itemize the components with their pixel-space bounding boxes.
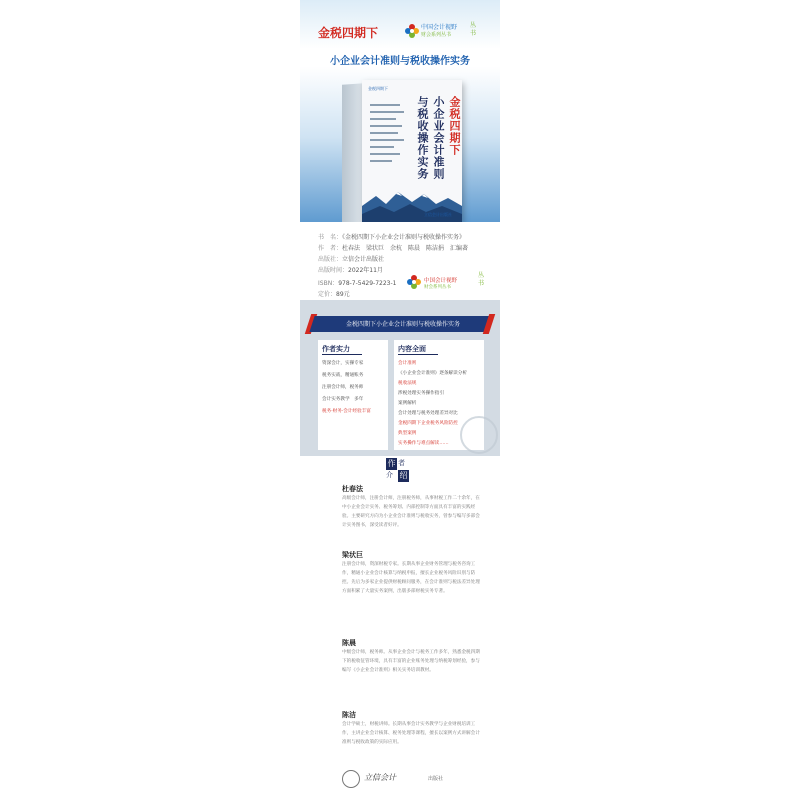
list-item: 《小企业会计准则》逐条解读分析 <box>398 371 467 376</box>
author-bio: 中级会计师，税务师。从事企业会计与税务工作多年，熟悉金税四期下的税收征管环境，具有丰富的企业账务处理与纳税筹划经验，参与编写《小企业会计准则》相关实务培训教材。 <box>342 650 480 673</box>
author-bio: 会计学硕士，财税讲师。长期从事会计实务教学与企业财税培训工作，主讲企业会计核算、税务处理等课程，擅长以案例方式讲解会计准则与税收政策的实际应用。 <box>342 722 480 745</box>
publisher-logo-sub: 出版社 <box>428 776 444 782</box>
content-title: 金税四期下小企业会计准则与税收操作实务 <box>345 321 460 328</box>
info-logo-line2: 财会系列丛书 <box>424 285 451 290</box>
list-item: 会计准则 <box>398 361 417 366</box>
list-item: 会计实务教学 多年 <box>322 397 364 402</box>
list-item: 税务实战，精通账务 <box>322 373 364 378</box>
book-cover-tag: 金税四期下 <box>368 86 388 91</box>
book-info <box>300 222 500 300</box>
list-item: 典型案例 <box>398 431 417 436</box>
badge-char: 介 <box>386 471 393 479</box>
publisher-logo-text: 立信会计 <box>364 773 396 782</box>
author-strength-card <box>318 340 388 450</box>
author-bio: 注册会计师，资深财税专家。长期从事企业财务管理与税务咨询工作，精通小企业会计核算与纳税申报，擅长企业税务风险识别与防控。先后为多家企业提供财税顾问服务，在会计准则与税法差异处理方面积累了大量实务案例，出版多部财税实务专著。 <box>342 562 480 594</box>
author-name: 陈洁 <box>342 711 356 719</box>
info-row-price: 定价：89元 <box>318 291 350 298</box>
badge-char: 作 <box>387 459 396 468</box>
list-item: 税收法规 <box>398 381 417 386</box>
list-item: 案例解析 <box>398 401 417 406</box>
book-banner <box>300 0 500 222</box>
publisher-seal-icon <box>342 770 360 788</box>
info-series-logo <box>406 272 490 296</box>
author-name: 陈晨 <box>342 639 356 647</box>
author-name: 杜春法 <box>342 485 363 493</box>
content-scope-heading: 内容全面 <box>398 345 426 353</box>
book-cover-lines <box>370 104 406 167</box>
flower-icon <box>404 23 420 39</box>
series-logo-line2: 财会系列丛书 <box>421 32 452 38</box>
author-introduction <box>300 456 500 800</box>
info-logo-side: 丛书 <box>478 272 485 287</box>
book-cover-publisher: 立信会计出版社 <box>424 212 452 217</box>
book-cover <box>362 80 462 222</box>
series-logo <box>404 20 468 46</box>
list-item: 注册会计师，税务师 <box>322 385 364 390</box>
list-item: 资深会计，实操专家 <box>322 361 364 366</box>
book-spine <box>342 83 364 225</box>
divider <box>398 354 438 355</box>
info-row-publisher: 出版社：立信会计出版社 <box>318 256 385 263</box>
author-strength-heading: 作者实力 <box>322 345 350 353</box>
info-row-date: 出版时间：2022年11月 <box>318 267 383 274</box>
divider <box>322 354 362 355</box>
watermark-seal <box>460 416 498 454</box>
list-item: 涉税处理实务操作指引 <box>398 391 444 396</box>
author-bio: 高级会计师，注册会计师，注册税务师，从事财税工作二十余年，在中小企业会计实务、税务筹划、内部控制等方面具有丰富的实践经验。主要研究方向为小企业会计准则与税收实务，曾参与编写多部会计实务图书，深受读者好评。 <box>342 496 480 528</box>
info-row-isbn: ISBN：978-7-5429-7223-1 <box>318 280 397 287</box>
product-detail-strip <box>300 0 500 800</box>
book-cover-title-2: 小企业会计准则 <box>432 96 445 180</box>
flower-icon <box>406 274 422 290</box>
badge-char: 绍 <box>399 471 408 480</box>
list-item: 会计处理与税务处理差异对比 <box>398 411 458 416</box>
brand-title: 金税四期下 <box>318 26 379 40</box>
list-item: 金税四期下企业税务风险防控 <box>398 421 458 426</box>
author-intro-badge <box>386 458 410 482</box>
author-name: 梁状巨 <box>342 551 363 559</box>
info-row-title: 书 名：《金税四期下小企业会计准则与税收操作实务》 <box>318 234 466 241</box>
info-logo-line1: 中国会计视野 <box>424 278 458 284</box>
list-item: 实务操作与难点解读…… <box>398 441 449 446</box>
series-logo-line1: 中国会计视野 <box>421 24 458 31</box>
badge-char: 者 <box>398 459 405 467</box>
publisher-logo <box>342 768 462 790</box>
info-row-author: 作 者：杜春法 梁状巨 余杭 陈晨 陈洁捐 汇编著 <box>318 245 469 252</box>
book-subtitle: 小企业会计准则与税收操作实务 <box>330 56 470 67</box>
book-cover-title-1: 金税四期下 <box>448 96 461 156</box>
book-cover-title-3: 与税收操作实务 <box>416 96 429 180</box>
content-highlights <box>300 300 500 456</box>
list-item: 税务·财务·会计经验丰富 <box>322 409 371 414</box>
series-logo-side: 丛书 <box>470 22 477 37</box>
